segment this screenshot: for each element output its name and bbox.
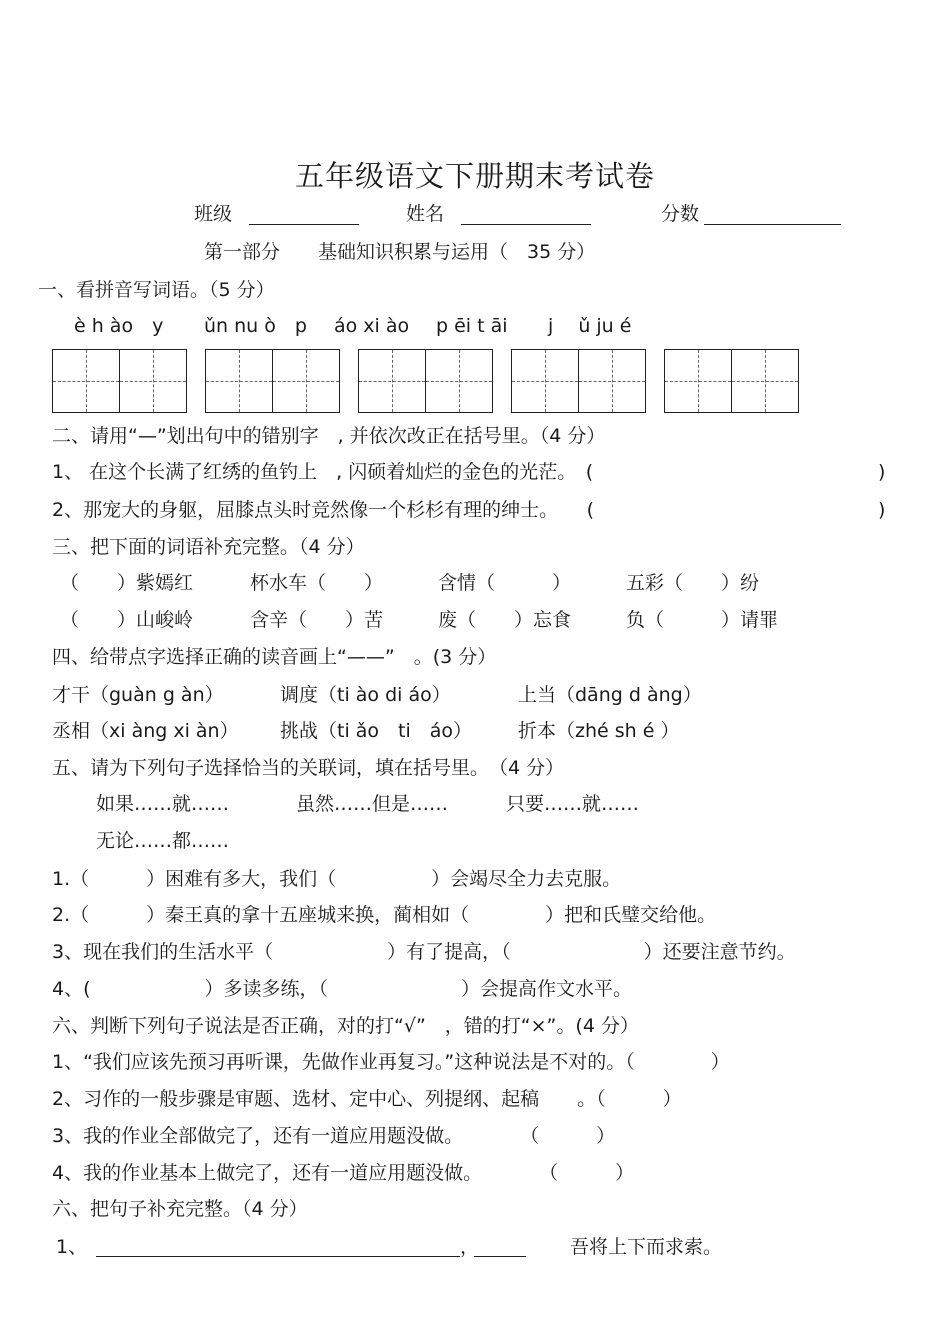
q7-item-1-comma: ， <box>460 1236 480 1258</box>
q4-r2-c1: 丞相（xi àng xi àn） <box>52 720 239 742</box>
q7-item-1-number: 1、 <box>56 1236 88 1258</box>
q4-r1-c3: 上当（dāng d àng） <box>518 684 702 706</box>
q4-heading: 四、给带点字选择正确的读音画上“——” 。(3 分） <box>52 646 497 668</box>
pinyin-4: p ēi t āi <box>436 315 508 337</box>
q4-r2-c3: 折本（zhé sh é ） <box>518 720 680 742</box>
q5-item-4: 4、( ）多读多练，（ ）会提高作文水平。 <box>52 978 633 1000</box>
pinyin-1: è h ào y <box>74 315 164 337</box>
q6-item-4: 4、我的作业基本上做完了，还有一道应用题没做。 （ ） <box>52 1162 635 1184</box>
q4-r2-c2: 挑战（ti ǎo ti áo） <box>280 720 473 742</box>
q7-item-1-blank-a[interactable] <box>96 1256 460 1257</box>
q7-heading: 六、把句子补充完整。（4 分） <box>52 1198 308 1220</box>
q3-r1-c2: 杯水车（ ） <box>250 572 384 594</box>
pinyin-2: ǔn nu ò p <box>204 315 307 337</box>
q3-heading: 三、把下面的词语补充完整。（4 分） <box>52 536 365 558</box>
q3-r2-c4: 负（ ）请罪 <box>626 609 779 631</box>
class-blank[interactable] <box>249 224 359 225</box>
q6-heading: 六、判断下列句子说法是否正确，对的打“√” ，错的打“×”。(4 分） <box>52 1015 639 1037</box>
q5-heading: 五、请为下列句子选择恰当的关联词，填在括号里。 （4 分） <box>52 757 565 779</box>
pinyin-3: áo xi ào <box>334 315 410 337</box>
q6-item-3: 3、我的作业全部做完了，还有一道应用题没做。 （ ） <box>52 1125 616 1147</box>
pinyin-5: j ǔ ju é <box>548 315 632 337</box>
q5-option-3: 只要……就…… <box>506 793 640 815</box>
writing-grid-2[interactable] <box>205 349 340 413</box>
name-blank[interactable] <box>461 224 591 225</box>
q7-item-1-end: 吾将上下而求索。 <box>570 1236 723 1258</box>
q2-item-1: 1、 在这个长满了红绣的鱼钓上 , 闪硕着灿烂的金色的光茫。 ( <box>52 461 594 483</box>
q5-option-2: 虽然……但是…… <box>296 793 449 815</box>
q4-r1-c1: 才干（guàn g àn） <box>52 684 224 706</box>
writing-grid-5[interactable] <box>664 349 799 413</box>
q3-r2-c3: 废（ ）忘食 <box>438 609 572 631</box>
name-label: 姓名 <box>406 203 445 225</box>
writing-grid-1[interactable] <box>52 349 187 413</box>
q4-r1-c2: 调度（ti ào di áo） <box>280 684 451 706</box>
q3-r1-c1: （ ）紫嫣红 <box>60 572 194 594</box>
writing-grid-3[interactable] <box>358 349 493 413</box>
q2-item-2-close: ) <box>878 499 886 521</box>
q5-item-3: 3、现在我们的生活水平（ ）有了提高，（ ）还要注意节约。 <box>52 941 796 963</box>
q2-item-2: 2、那宠大的身躯，屈膝点头时竞然像一个杉杉有理的绅士。 ( <box>52 499 595 521</box>
q3-r1-c3: 含情（ ） <box>438 572 572 594</box>
q5-option-4: 无论……都…… <box>96 830 230 852</box>
class-label: 班级 <box>194 203 233 225</box>
q6-item-2: 2、习作的一般步骤是审题、选材、定中心、列提纲、起稿 。（ ） <box>52 1088 682 1110</box>
exam-title: 五年级语文下册期末考试卷 <box>294 159 655 193</box>
score-blank[interactable] <box>704 224 841 225</box>
q1-heading: 一、看拼音写词语。（5 分） <box>38 279 275 301</box>
q7-item-1-blank-b[interactable] <box>474 1256 526 1257</box>
q5-item-2: 2.（ ）秦王真的拿十五座城来换，蔺相如（ ）把和氏璧交给他。 <box>52 904 717 926</box>
q6-item-1: 1、“我们应该先预习再听课，先做作业再复习。”这种说法是不对的。（ ） <box>52 1051 730 1073</box>
q5-item-1: 1.（ ）困难有多大，我们（ ）会竭尽全力去克服。 <box>52 868 622 890</box>
part-heading: 第一部分 基础知识积累与运用（ 35 分） <box>204 241 596 263</box>
q3-r2-c1: （ ）山峻岭 <box>60 609 194 631</box>
q3-r2-c2: 含辛（ ）苦 <box>250 609 384 631</box>
q2-heading: 二、请用“—”划出句中的错别字 , 并依次改正在括号里。（4 分） <box>52 425 606 447</box>
q5-option-1: 如果……就…… <box>96 793 230 815</box>
q2-item-1-close: ) <box>878 461 886 483</box>
writing-grid-4[interactable] <box>511 349 646 413</box>
q3-r1-c4: 五彩（ ）纷 <box>626 572 760 594</box>
score-label: 分数 <box>661 203 700 225</box>
